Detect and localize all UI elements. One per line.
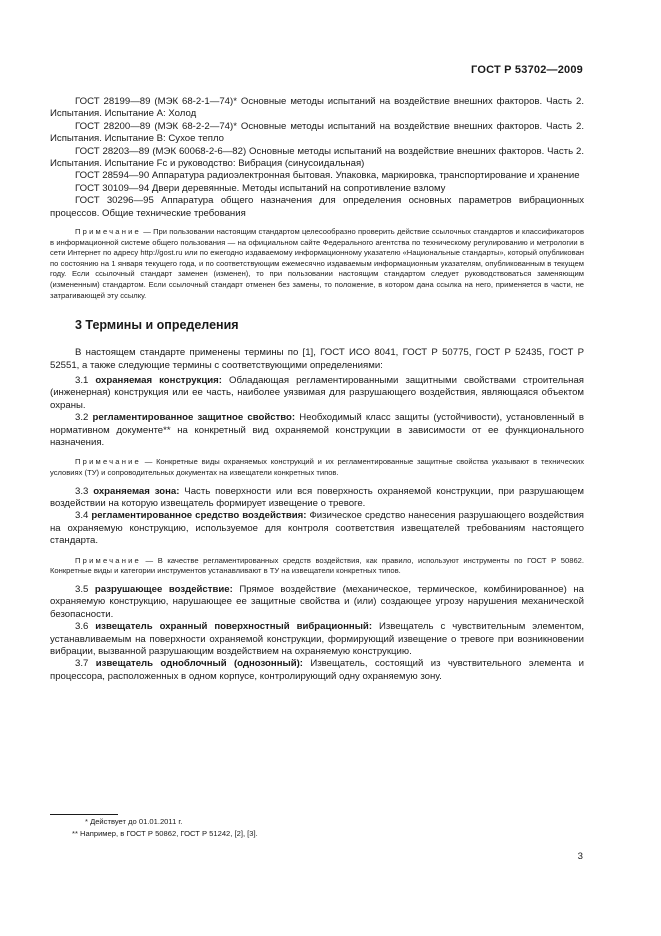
term-title: извещатель охранный поверхностный вибрационный: <box>95 621 373 633</box>
reference-item: ГОСТ 30296—95 Аппаратура общего назначения для определения основных параметров вибрационных процессов. Общие технические требования <box>50 195 584 219</box>
term-definition: Необходимый класс защиты (устойчивости), установленный в нормативном документе** на конкретный вид охраняемой конструкции в зависимости от ее функционального назначения. <box>50 412 584 449</box>
reference-item: ГОСТ 28200—89 (МЭК 68-2-2—74)* Основные методы испытаний на воздействие внешних факторов. Часть 2. Испытания. Испытание В: Сухое тепло <box>50 120 584 145</box>
term-3-7 <box>50 658 584 683</box>
term-number: 3.6 <box>75 621 96 633</box>
note-text: — При пользовании настоящим стандартом целесообразно проверить действие ссылочных стандартов и классификаторов в информационной системе общего пользования — на официальном сайте Федерального агентства по техническому регулированию и метрологии в сети Интернет по адресу http://gost.ru или по ежегодно издаваемому информационному указателю «Национальные стандарты», который опубликован по состоянию на 1 января текущего года, и по соответствующим ежемесячно издаваемым информационным указателям, опубликованным в текущем году. Если ссылочный стандарт заменен (изменен), то при пользовании настоящим стандартом следует руководствоваться заменяющим (измененным) стандартом. Если ссылочный стандарт отменен без замены, то положение, в котором дана ссылка на него, применяется в части, не затрагивающей эту ссылку. <box>50 227 584 300</box>
term-definition: Физическое средство нанесения разрушающего воздействия на охраняемую конструкцию, используемое для контроля соответствия извещателей требованиям настоящего стандарта. <box>50 510 585 547</box>
term-3-2-note <box>50 457 584 478</box>
note-label: Примечание <box>75 227 141 237</box>
references-note <box>50 227 584 301</box>
footnote-divider <box>50 814 118 815</box>
term-title: охраняемая зона: <box>93 485 180 497</box>
term-number: 3.3 <box>75 485 94 497</box>
term-number: 3.2 <box>75 412 93 424</box>
reference-item: ГОСТ 28594—90 Аппаратура радиоэлектронная бытовая. Упаковка, маркировка, транспортирование и хранение <box>75 170 580 182</box>
normative-references-list <box>50 96 584 220</box>
page-number: 3 <box>577 851 583 862</box>
term-title: охраняемая конструкция: <box>95 375 222 387</box>
reference-item: ГОСТ 28203—89 (МЭК 60068-2-6—82) Основные методы испытаний на воздействие внешних факторов. Часть 2. Испытания. Испытание Fc и руководство: Вибрация (синусоидальная) <box>50 145 584 170</box>
note-text: — Конкретные виды охраняемых конструкций и их регламентированные защитные свойства указывают в технических условиях (ТУ) и сопроводительных документах на извещатели конкретных типов. <box>50 457 584 478</box>
section-3-intro: В настоящем стандарте применены термины по [1], ГОСТ ИСО 8041, ГОСТ Р 50775, ГОСТ Р 52435, ГОСТ Р 52551, а также следующие термины с соответствующими определениями: <box>50 347 584 371</box>
term-definition: Извещатель с чувствительным элементом, устанавливаемым на поверхности охраняемой конструкции, формирующий извещение о тревоге при возникновении вибрации, вызванной разрушающим воздействием на охраняемую конструкцию. <box>50 621 584 657</box>
term-3-3 <box>50 486 584 511</box>
term-number: 3.7 <box>75 658 96 670</box>
term-title: регламентированное средство воздействия: <box>91 510 307 522</box>
note-label: Примечание <box>75 457 141 467</box>
term-3-1 <box>50 375 584 412</box>
term-number: 3.4 <box>75 510 92 522</box>
footnote-2: ** Например, в ГОСТ Р 50862, ГОСТ Р 51242, [2], [3]. <box>72 829 258 838</box>
term-3-2 <box>50 412 584 449</box>
term-3-5 <box>50 584 584 621</box>
term-3-4 <box>50 510 584 547</box>
section-3-heading: 3 Термины и определения <box>75 318 239 333</box>
note-text: — В качестве регламентированных средств воздействия, как правило, используют инструменты по ГОСТ Р 50862. Конкретные виды и категории инструментов устанавливают в ТУ на извещатели конкретных типов. <box>50 555 584 576</box>
term-3-6 <box>50 621 584 658</box>
note-label: Примечание <box>75 555 141 565</box>
term-title: разрушающее воздействие: <box>94 583 233 595</box>
term-definition: Прямое воздействие (механическое, термическое, комбинированное) на охраняемую конструкцию, нарушающее ее защитные свойства и (или) создающее угрозу нарушения механической безопасности. <box>50 583 584 620</box>
term-title: регламентированное защитное свойство: <box>92 412 296 424</box>
reference-item: ГОСТ 30109—94 Двери деревянные. Методы испытаний на сопротивление взлому <box>75 182 446 194</box>
term-number: 3.5 <box>75 583 95 595</box>
term-definition: Обладающая регламентированными защитными свойствами строительная (инженерная) конструкция или ее часть, наиболее уязвимая для разрушающего воздействия, являющаяся объектом охраны. <box>50 375 584 411</box>
term-definition: Извещатель, состоящий из чувствительного элемента и процессора, расположенных в одном корпусе, контролирующий одну охраняемую зону. <box>50 658 584 682</box>
term-definition: Часть поверхности или вся поверхность охраняемой конструкции, при разрушающем воздействии на которую извещатель формирует извещение о тревоге. <box>50 485 584 510</box>
term-3-4-note <box>50 556 584 577</box>
term-number: 3.1 <box>75 375 96 387</box>
main-content <box>50 96 584 683</box>
term-title: извещатель одноблочный (однозонный): <box>95 658 303 670</box>
reference-item: ГОСТ 28199—89 (МЭК 68-2-1—74)* Основные методы испытаний на воздействие внешних факторов. Часть 2. Испытания. Испытание А: Холод <box>50 96 584 120</box>
footnote-1: * Действует до 01.01.2011 г. <box>85 817 183 826</box>
document-header-id: ГОСТ Р 53702—2009 <box>471 64 583 76</box>
